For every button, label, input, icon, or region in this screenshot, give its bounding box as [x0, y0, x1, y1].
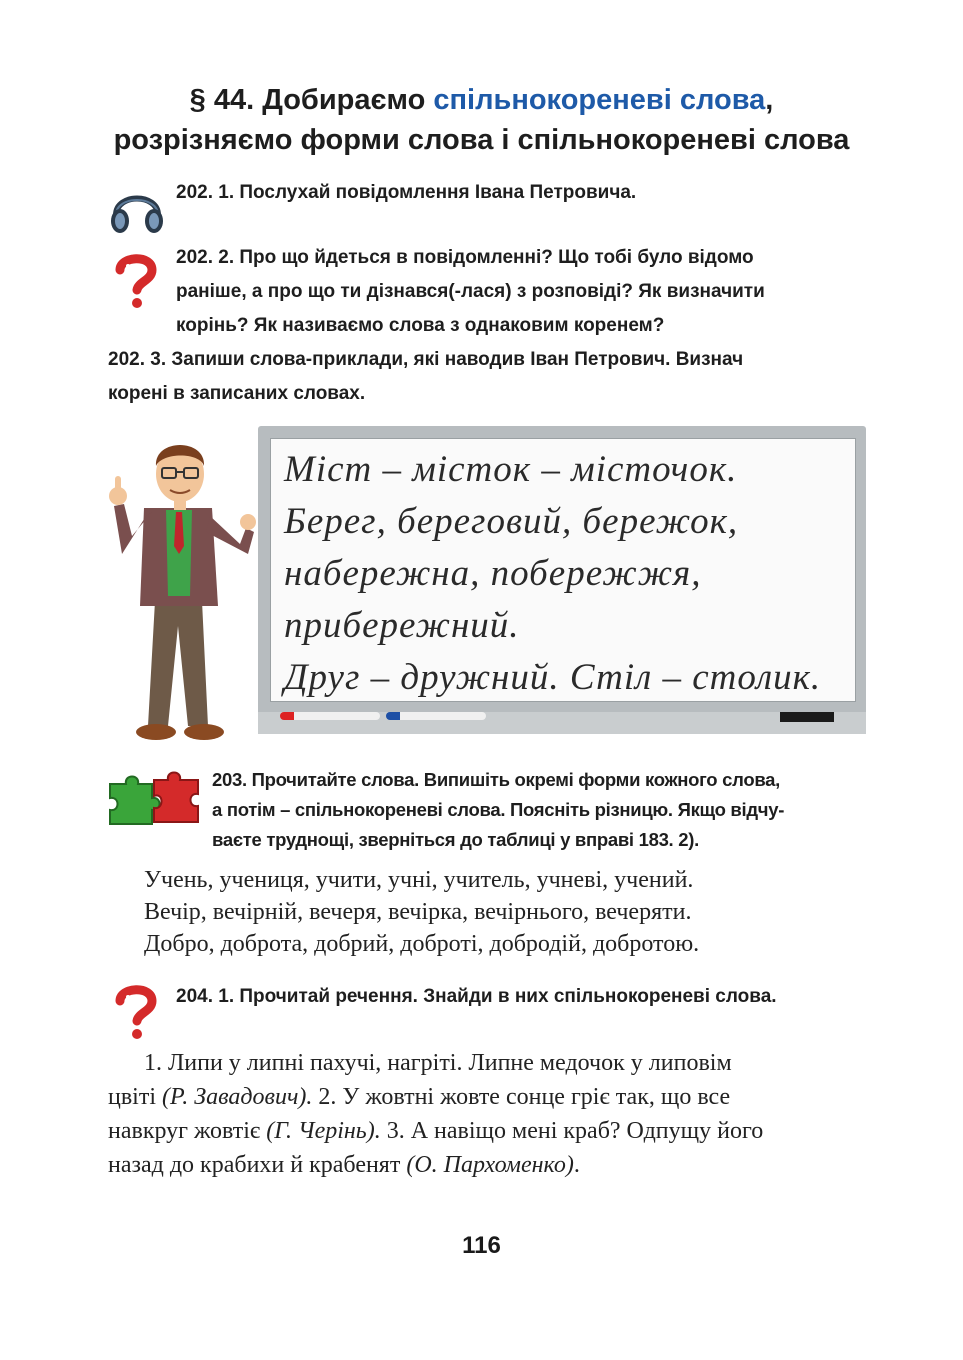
board-line: Міст – місток – місточок.: [284, 449, 738, 490]
section-heading: [60, 80, 903, 160]
task-202-2: [176, 241, 876, 343]
board-line: Друг – дружний. Стіл – столик.: [284, 657, 822, 698]
task-203-line: а потім – спільнокореневі слова. Поясніть різницю. Якщо відчу-: [212, 799, 785, 820]
author-citation: (О. Пархоменко): [406, 1152, 574, 1178]
sentence-line: 1. Липи у липні пахучі, нагріті. Липне медочок у липовім: [144, 1050, 732, 1076]
word-list: [144, 864, 884, 960]
red-marker: [280, 712, 380, 720]
task-202-3-line: корені в записаних словах.: [108, 383, 366, 404]
author-citation: (Г. Черінь).: [266, 1118, 381, 1144]
task-203-line: 203. Прочитайте слова. Випишіть окремі форми кожного слова,: [212, 769, 781, 790]
task-202-2-line: корінь? Як називаємо слова з однаковим коренем?: [176, 315, 665, 336]
task-203-line: ваєте труднощі, зверніться до таблиці у вправі 183. 2).: [212, 829, 699, 850]
heading-line-2: розрізняємо форми слова і спільнокореневі слова: [113, 124, 850, 156]
word-line: Учень, учениця, учити, учні, учитель, учневі, учений.: [144, 867, 694, 893]
task-203: [212, 765, 882, 855]
whiteboard-text: [284, 444, 854, 704]
task-204-1: 204. 1. Прочитай речення. Знайди в них спільнокореневі слова.: [176, 986, 777, 1007]
question-mark-icon: [110, 252, 160, 310]
headphones-icon: [108, 183, 166, 235]
heading-suffix: ,: [765, 84, 774, 116]
word-line: Добро, доброта, добрий, доброті, добродій, добротою.: [144, 931, 700, 957]
blue-marker: [386, 712, 486, 720]
question-mark-icon: [110, 983, 160, 1041]
teacher-illustration: [100, 436, 260, 746]
board-line: Берег, береговий, бережок,: [284, 501, 739, 542]
sentences-paragraph: [108, 1046, 880, 1182]
word-line: Вечір, вечірній, вечеря, вечірка, вечірнього, вечеряти.: [144, 899, 692, 925]
task-202-3-line: 202. 3. Запиши слова-приклади, які наводив Іван Петрович. Визнач: [108, 349, 744, 370]
board-line: прибережний.: [284, 605, 520, 646]
sentence-line: навкруг жовтіє (Г. Черінь). 3. А навіщо мені краб? Одпущу його: [108, 1118, 764, 1144]
eraser: [780, 712, 834, 722]
board-line: набережна, побережжя,: [284, 553, 702, 594]
task-202-1: 202. 1. Послухай повідомлення Івана Петровича.: [176, 182, 637, 203]
page-number: 116: [462, 1232, 501, 1259]
sentence-line: цвіті (Р. Завадович). 2. У жовтні жовте сонце гріє так, що все: [108, 1084, 731, 1110]
task-202-2-line: раніше, а про що ти дізнався(-лася) з розповіді? Як визначити: [176, 281, 765, 302]
task-202-2-line: 202. 2. Про що йдеться в повідомленні? Що тобі було відомо: [176, 247, 754, 268]
heading-prefix: § 44. Добираємо: [189, 84, 434, 116]
author-citation: (Р. Завадович).: [162, 1084, 313, 1110]
task-202-3: [108, 343, 876, 411]
puzzle-icon: [106, 770, 202, 830]
heading-highlight: спільнокореневі слова: [433, 84, 766, 116]
sentence-line: назад до крабихи й крабенят (О. Пархоменко).: [108, 1152, 580, 1178]
